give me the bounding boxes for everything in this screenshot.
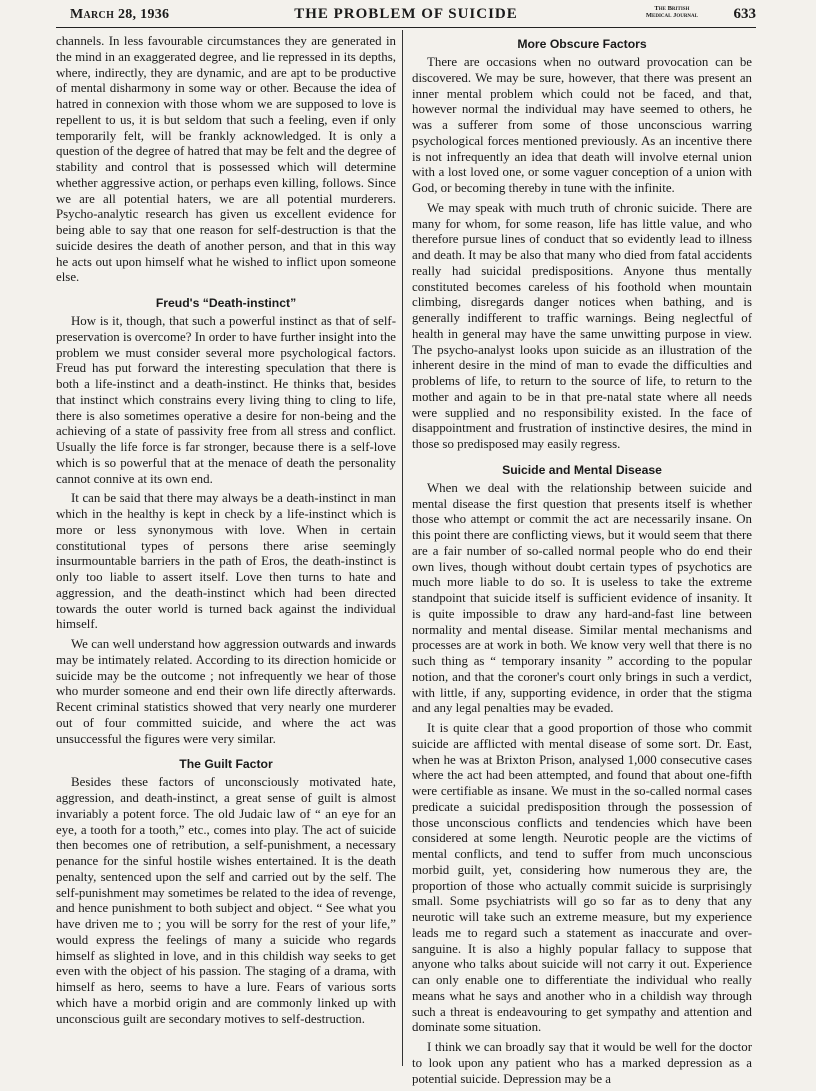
- running-header: [56, 4, 756, 26]
- paragraph: There are occasions when no outward provocation can be discovered. We may be sure, however, that there was present an inner mental problem which could not be faced, and that, however normal the individual may have seemed to others, he was a sufferer from some of those unconscious warring psychological forces mentioned previously. As an incentive there is not infrequently an idea that death will involve eternal union with a lost loved one, or some vaguer conception of a union with God, or becoming thereby in tune with the infinite.: [412, 55, 752, 195]
- paragraph: We may speak with much truth of chronic suicide. There are many for whom, for some reason, life has little value, and who therefore pursue lines of conduct that so evidently lead to illness and death. It may be also that many who died from fatal accidents really had suicidal predispositions. Anyone thus mentally constituted becomes careless of his foothold when mountain climbing, disregards danger notices when bathing, and is generally indifferent to traffic warnings. Being neglectful of health in general may have the same unwitting purpose in view. The psycho-analyst looks upon suicide as an illustration of the inherent desire in the mind of man to evade the difficulties and problems of life, to return to the source of life, to return to the mother and again to be in that pre-natal state where all needs were supplied and no responsibility existed. In the face of disappointment and frustration of instinctive desires, the mind in those so predisposed may easily regress.: [412, 200, 752, 451]
- paragraph: We can well understand how aggression outwards and inwards may be intimately related. According to its direction homicide or suicide may be the outcome ; not infrequently we hear of those who murder someone and end their own life directly afterwards. Recent criminal statistics showed that very nearly one murderer out of four committed suicide, and where the act was unsuccessful the figures were very similar.: [56, 637, 396, 746]
- paragraph: channels. In less favourable circumstances they are generated in the mind in an exaggerated degree, and lie repressed in its depths, where, indirectly, they are dynamic, and are apt to be productive of mental disharmony in some way or other. Because the idea of hatred in connexion with those whom we are supposed to love is repellent to us, it is but seldom that such a feeling, even if only temporarily felt, will be frankly acknowledged. It is only a question of the degree of hatred that may be felt and the degree of stability and control that is possessed which will determine whether aggressive action, or perhaps even killing, follows. Since we are all potential haters, we are all potential murderers. Psycho-analytic research has given us excellent evidence for being able to say that one reason for self-destruction is that the suicide desires the death of another person, and that in this way he acts out upon himself what he wished to inflict upon someone else.: [56, 34, 396, 285]
- section-heading: More Obscure Factors: [517, 37, 647, 51]
- issue-date: March 28, 1936: [70, 7, 170, 22]
- left-column: [56, 34, 396, 1031]
- right-column: [412, 34, 752, 1091]
- paragraph: Besides these factors of unconsciously motivated hate, aggression, and death-instinct, a great sense of guilt is almost invariably a potent force. The old Judaic law of “ an eye for an eye, a tooth for a tooth,” etc., comes into play. The act of suicide then becomes one of retribution, a self-punishment, a necessary penance for the sinful hostile wishes entertained. It is the death penalty, sentenced upon the self and carried out by the self. The self-punishment may sometimes be related to the idea of revenge, and hence punishment to both subject and object. “ See what you have driven me to ; you will be sorry for the rest of your life,” would express the feelings of many a suicide who regards himself as slighted in love, and in this childish way seeks to get even with the object of his passion. The staging of a drama, with himself as hero, seems to have a lure. Fears of various sorts which have a morbid origin and are commonly linked up with unconscious guilt are secondary motives to self-destruction.: [56, 775, 396, 1026]
- paragraph: How is it, though, that such a powerful instinct as that of self-preservation is overcome? In order to have further insight into the problem we must consider several more psychological factors. Freud has put forward the interesting speculation that there is both a life-instinct and a death-instinct. He thinks that, besides that instinct which constrains every living thing to cling to life, there is also sometimes operative a desire for non-being and the achieving of a state of passivity free from all stress and conflict. Usually the life force is far stronger, because there is a self-love which is so powerful that at the menace of death the personality cannot connive at its own end.: [56, 314, 396, 486]
- journal-line-2: Medical Journal: [645, 12, 698, 19]
- header-rule: [56, 27, 756, 28]
- section-heading: Freud's “Death-instinct”: [155, 296, 297, 310]
- journal-masthead: [646, 5, 698, 19]
- paragraph: It is quite clear that a good proportion of those who commit suicide are afflicted with mental disease of some sort. Dr. East, when he was at Brixton Prison, analysed 1,000 consecutive cases where the act had been attempted, and found that about one-fifth were certifiable as insane. We must in the so-called normal cases predicate a suicidal predisposition through the possession of those unconscious conflicts and tendencies which have been considered at some length. Neurotic people are the victims of mental conflicts, and tend to suffer from much unconscious morbid guilt, yet, considering how numerous they are, the proportion of those who actually commit suicide is surprisingly small. Some psychiatrists will go so far as to deny that any neurotic will take such an extreme measure, but my experience leads me to regard such a statement as inaccurate and over-sanguine. It is also a highly popular fallacy to suppose that anyone who talks about suicide will not carry it out. Experience can only enable one to differentiate the individual who really means what he says and another who in a childish way through such a threat is endeavouring to get sympathy and attention and dominate some situation.: [412, 721, 752, 1035]
- journal-line-1: The British: [654, 5, 690, 12]
- running-title: THE PROBLEM OF SUICIDE: [294, 6, 518, 22]
- column-divider: [402, 30, 403, 1066]
- page-number: 633: [733, 6, 756, 22]
- paragraph: It can be said that there may always be a death-instinct in man which in the healthy is kept in check by a life-instinct which is more or less synonymous with love. When in certain constitutional types of persons there arise seemingly insurmountable barriers in the path of Eros, the death-instinct is only too liable to assert itself. Love then turns to hate and aggression, and the death-instinct which had been directed towards the outer world is turned back against the individual himself.: [56, 491, 396, 632]
- paragraph: When we deal with the relationship between suicide and mental disease the first question that presents itself is whether those who attempt or commit the act are necessarily insane. On this point there are conflicting views, but it would seem that there are a fair number of so-called normal people who do end their own lives, though without doubt certain types of psychotics are much more liable to do so. It is useless to take the extreme standpoint that suicide itself is sufficient evidence of insanity. It is quite impossible to draw any hard-and-fast line between normality and mental disease. Similar mental mechanisms and processes are at work in both. We know very well that there is no such thing as “ temporary insanity ” according to the popular notion, and that the coroner's court only brings in such a verdict, with little, if any, supporting evidence, in order that the stigma and any legal penalties may be evaded.: [412, 480, 752, 716]
- section-heading: Suicide and Mental Disease: [502, 462, 662, 477]
- paragraph: I think we can broadly say that it would be well for the doctor to look upon any patient who has a marked depression as a potential suicide. Depression may be a: [412, 1040, 752, 1086]
- section-heading: The Guilt Factor: [179, 757, 273, 772]
